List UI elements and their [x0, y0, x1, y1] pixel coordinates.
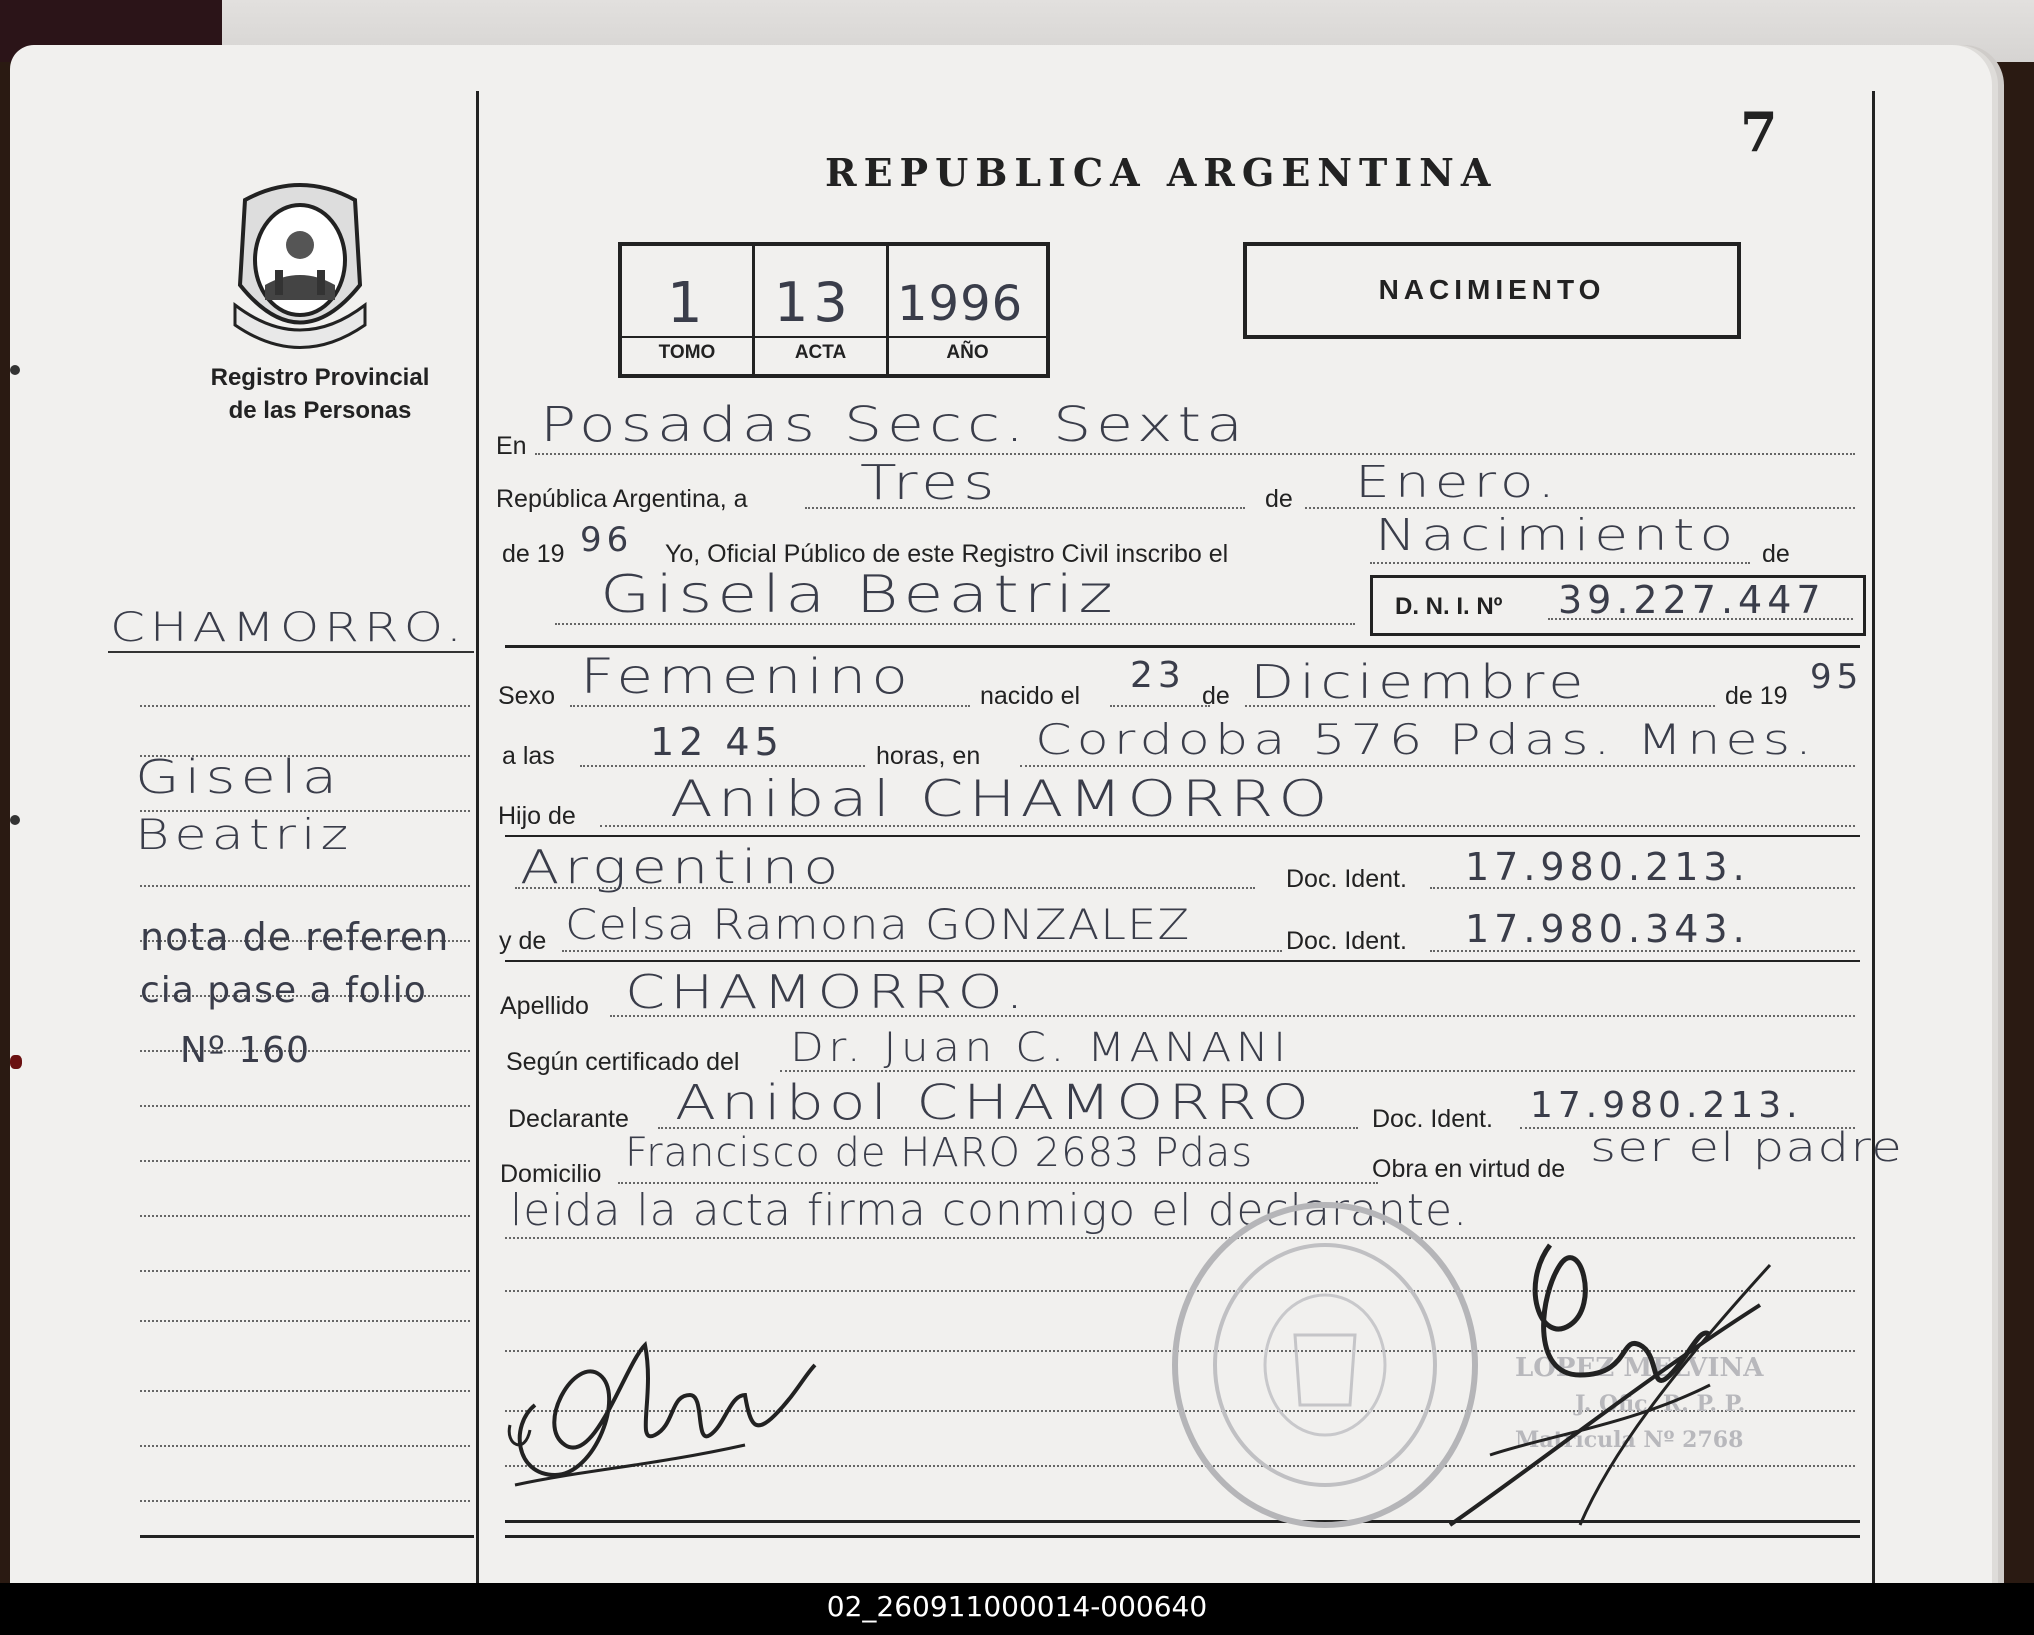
mes-value: Enero. — [1355, 457, 1561, 508]
obra-label: Obra en virtud de — [1372, 1155, 1566, 1183]
left-bottom-rule — [140, 1535, 474, 1538]
padre-doc-label: Doc. Ident. — [1286, 865, 1407, 893]
sexo-dotted-line — [570, 705, 970, 707]
apellido-label: Apellido — [500, 992, 589, 1020]
segun-label: Según certificado del — [506, 1048, 740, 1076]
hijo-label: Hijo de — [498, 802, 576, 830]
acto-value: Nacimiento — [1375, 510, 1739, 561]
left-dotted-line — [140, 1320, 470, 1322]
binding-stitch — [10, 365, 20, 375]
nacido-de-label: de — [1202, 682, 1230, 710]
lugar-dotted-line — [1020, 765, 1855, 767]
apellido-value: CHAMORRO. — [625, 965, 1029, 1019]
left-dotted-line — [140, 1390, 470, 1392]
horas-en-label: horas, en — [876, 742, 981, 770]
sexo-label: Sexo — [498, 682, 555, 710]
a-las-label: a las — [502, 742, 555, 770]
left-dotted-line — [140, 1270, 470, 1272]
left-dotted-line — [140, 705, 470, 707]
record-type-box — [1243, 242, 1741, 339]
domicilio-label: Domicilio — [500, 1160, 602, 1188]
page-number: 7 — [1740, 100, 1778, 164]
nacido-dia-dotted-line — [1110, 705, 1210, 707]
anio-inscripcion: 96 — [580, 520, 634, 560]
left-dotted-line — [140, 1445, 470, 1447]
margin-note-line-1: nota de referen — [140, 915, 450, 959]
column-divider-right — [1872, 91, 1875, 1583]
box-label-rule — [622, 336, 1046, 338]
section-rule — [505, 960, 1860, 962]
tomo-label: TOMO — [658, 342, 716, 363]
y-de-label: y de — [499, 927, 547, 955]
nacido-mes: Diciembre — [1250, 655, 1589, 709]
officer-signature-icon — [1430, 1225, 1790, 1545]
record-type-label: NACIMIENTO — [1378, 274, 1606, 305]
margin-surname: CHAMORRO. — [110, 605, 467, 651]
acto-dotted-line — [1370, 562, 1750, 564]
dni-value: 39.227.447 — [1558, 578, 1826, 622]
stamp-line-2: J. Ofic. R. P. P. — [1575, 1391, 1746, 1417]
record-number-box — [618, 242, 1050, 378]
madre-value: Celsa Ramona GONZALEZ — [565, 900, 1191, 949]
acta-value: 13 — [774, 271, 853, 334]
acta-label: ACTA — [794, 342, 847, 363]
stamp-line-1: LOPEZ MELVINA — [1515, 1353, 1764, 1383]
scan-reference-code: 02_260911000014-000640 — [826, 1590, 1208, 1623]
country-title: REPUBLICA ARGENTINA — [825, 150, 1498, 195]
de-label-2: de — [1762, 540, 1790, 568]
de19-label: de 19 — [502, 540, 565, 568]
de-label: de — [1265, 485, 1293, 513]
anio-value: 1996 — [897, 276, 1024, 332]
certificado-value: Dr. Juan C. MANANI — [790, 1025, 1291, 1071]
margin-note-line-3: Nº 160 — [180, 1030, 311, 1071]
madre-dotted-line — [562, 950, 1282, 952]
left-dotted-line — [140, 1215, 470, 1217]
anio-label: AÑO — [946, 342, 989, 363]
dni-box — [1370, 575, 1866, 636]
section-rule — [505, 645, 1860, 648]
declarant-signature-icon — [505, 1335, 835, 1495]
padre-nacionalidad: Argentino — [520, 840, 844, 894]
dia-value: Tres — [860, 455, 1000, 511]
nacido-anio: 95 — [1810, 657, 1864, 697]
en-dotted-line — [535, 453, 1855, 455]
dni-label: D. N. I. Nº — [1395, 593, 1503, 620]
left-dotted-line — [140, 1160, 470, 1162]
sexo-value: Femenino — [580, 649, 913, 705]
lugar-value: Cordoba 576 Pdas. Mnes. — [1035, 715, 1817, 764]
issuer-line-1: Registro Provincial — [210, 364, 430, 391]
left-margin-rule — [108, 651, 474, 653]
oficial-text: Yo, Oficial Público de este Registro Civil inscribo el — [665, 540, 1229, 568]
domicilio-dotted-line — [618, 1182, 1378, 1184]
nacido-de19-label: de 19 — [1725, 682, 1788, 710]
margin-given-name-1: Gisela — [135, 750, 343, 804]
declarante-label: Declarante — [508, 1105, 629, 1133]
issuer-name — [170, 361, 470, 427]
left-dotted-line — [140, 885, 470, 887]
binding-stitch — [10, 1055, 22, 1069]
stamp-line-3: Matrícula Nº 2768 — [1515, 1427, 1744, 1453]
declarante-doc: 17.980.213. — [1530, 1085, 1803, 1126]
nacido-label: nacido el — [980, 682, 1081, 710]
hora-value: 12 45 — [650, 720, 784, 764]
binding-stitch — [10, 815, 20, 825]
margin-note-line-2: cia pase a folio — [140, 970, 427, 1011]
section-rule — [505, 835, 1860, 837]
domicilio-value: Francisco de HARO 2683 Pdas — [625, 1130, 1254, 1176]
left-dotted-line — [140, 1105, 470, 1107]
madre-doc-label: Doc. Ident. — [1286, 927, 1407, 955]
left-dotted-line — [140, 1500, 470, 1502]
continuation-text: leida la acta firma conmigo el declarante. — [510, 1185, 1469, 1236]
madre-doc: 17.980.343. — [1465, 907, 1750, 951]
register-page — [10, 45, 1992, 1583]
republica-label: República Argentina, a — [496, 485, 748, 513]
declarante-doc-label: Doc. Ident. — [1372, 1105, 1493, 1133]
en-label: En — [496, 432, 527, 460]
hora-dotted-line — [580, 765, 865, 767]
padre-value: Anibal CHAMORRO — [670, 770, 1333, 828]
margin-given-name-2: Beatriz — [135, 810, 354, 859]
declarante-value: Anibol CHAMORRO — [675, 1075, 1314, 1131]
tomo-value: 1 — [667, 271, 708, 336]
padre-doc: 17.980.213. — [1465, 845, 1750, 889]
province-seal-icon — [225, 175, 375, 350]
nombre-value: Gisela Beatriz — [600, 565, 1118, 625]
nacido-dia: 23 — [1130, 655, 1186, 696]
obra-value: ser el padre — [1590, 1125, 1904, 1171]
column-divider-left — [476, 91, 479, 1583]
en-value: Posadas Secc. Sexta — [540, 397, 1248, 453]
issuer-line-2: de las Personas — [228, 397, 412, 424]
